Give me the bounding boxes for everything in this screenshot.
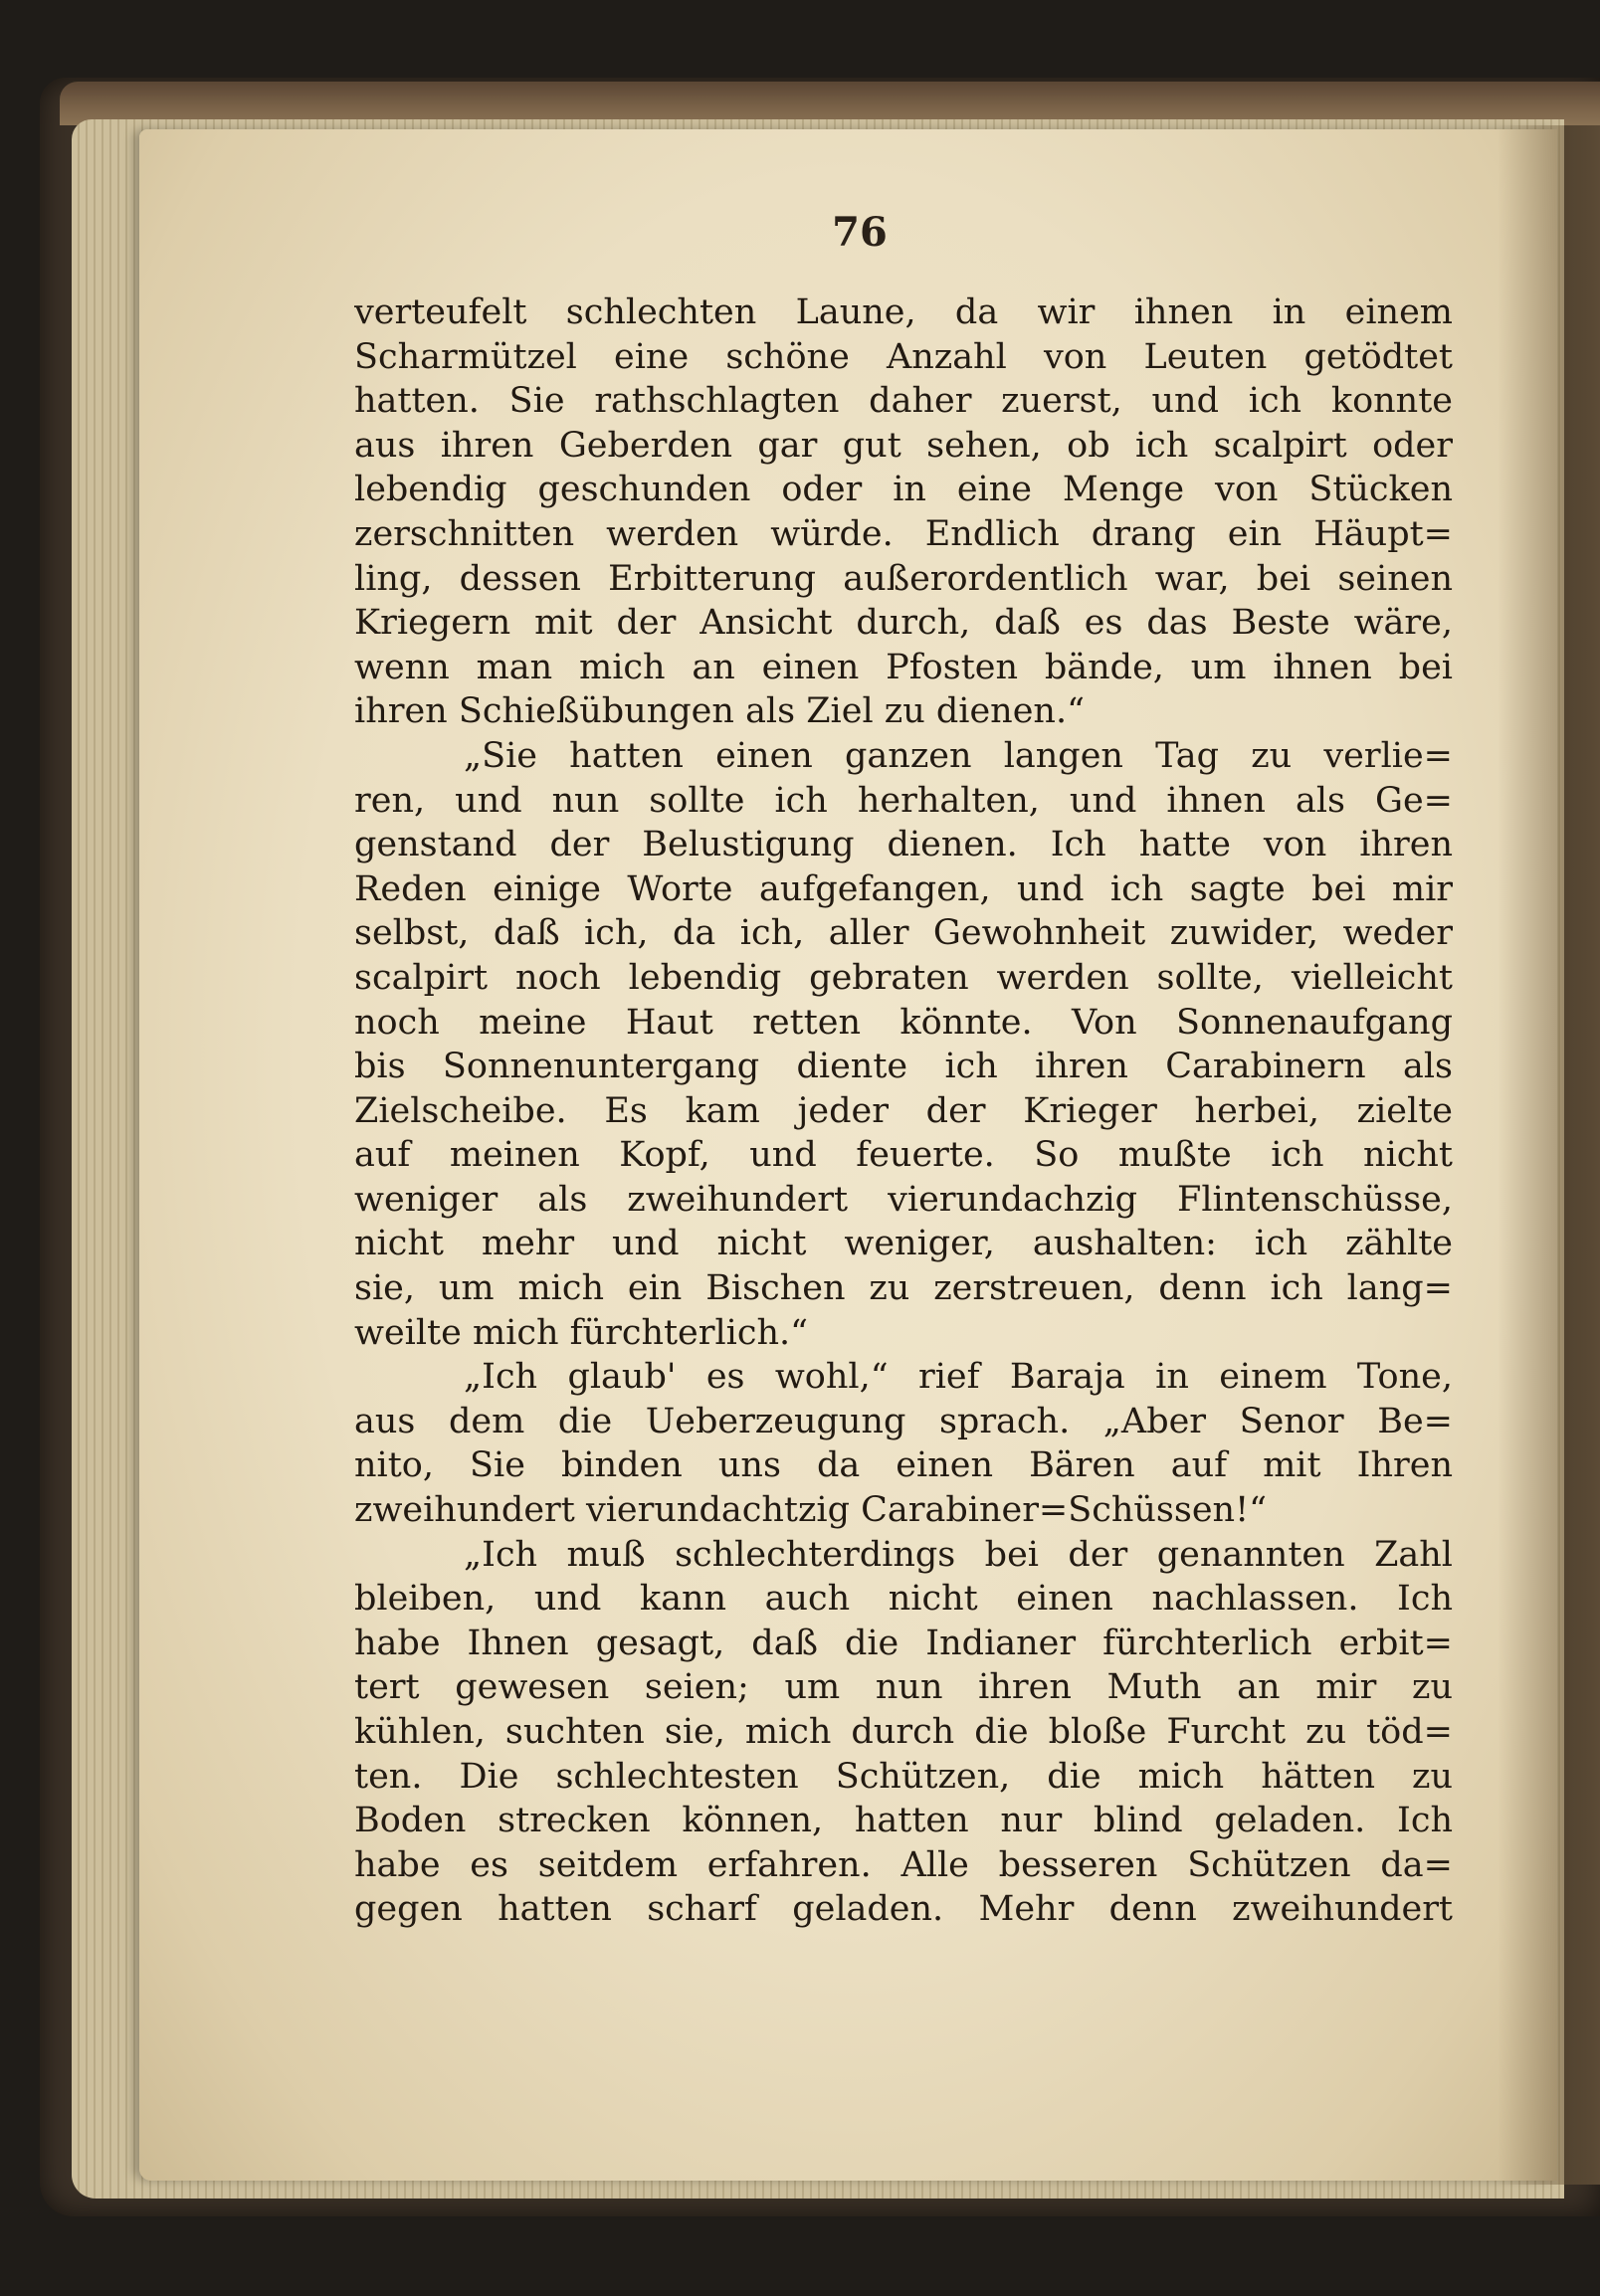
text-line: ihren Schießübungen als Ziel zu dienen.“ bbox=[354, 691, 1085, 732]
text-line: Boden strecken können, hatten nur blind geladen. Ich bbox=[354, 1801, 1453, 1841]
text-line: Kriegern mit der Ansicht durch, daß es das Beste wäre, bbox=[354, 603, 1453, 644]
text-line: ling, dessen Erbitterung außerordentlich war, bei seinen bbox=[354, 558, 1453, 599]
text-line: weilte mich fürchterlich.“ bbox=[354, 1312, 809, 1353]
text-line: bis Sonnenuntergang diente ich ihren Carabinern als bbox=[354, 1047, 1453, 1087]
text-line: noch meine Haut retten könnte. Von Sonnenaufgang bbox=[354, 1002, 1453, 1043]
text-line: nito, Sie binden uns da einen Bären auf mit Ihren bbox=[354, 1445, 1453, 1486]
text-line: Reden einige Worte aufgefangen, und ich sagte bei mir bbox=[354, 868, 1453, 909]
text-line: zweihundert vierundachtzig Carabiner=Schüssen!“ bbox=[354, 1490, 1268, 1531]
text-line: ren, und nun sollte ich herhalten, und ihnen als Ge= bbox=[354, 780, 1453, 821]
text-line: aus dem die Ueberzeugung sprach. „Aber Senor Be= bbox=[354, 1401, 1453, 1441]
text-line: weniger als zweihundert vierundachzig Flintenschüsse, bbox=[354, 1179, 1453, 1220]
gutter-shadow bbox=[1498, 125, 1600, 2185]
text-line: „Sie hatten einen ganzen langen Tag zu verlie= bbox=[464, 735, 1453, 776]
text-line: Scharmützel eine schöne Anzahl von Leuten getödtet bbox=[354, 336, 1453, 377]
text-line: auf meinen Kopf, und feuerte. So mußte ich nicht bbox=[354, 1135, 1453, 1176]
body-text bbox=[354, 290, 1453, 1932]
text-line: habe es seitdem erfahren. Alle besseren Schützen da= bbox=[354, 1844, 1453, 1885]
text-line: aus ihren Geberden gar gut sehen, ob ich scalpirt oder bbox=[354, 425, 1453, 466]
text-line: wenn man mich an einen Pfosten bände, um ihnen bei bbox=[354, 647, 1453, 687]
text-line: sie, um mich ein Bischen zu zerstreuen, denn ich lang= bbox=[354, 1268, 1453, 1309]
text-line: gegen hatten scharf geladen. Mehr denn zweihundert bbox=[354, 1889, 1453, 1930]
text-line: bleiben, und kann auch nicht einen nachlassen. Ich bbox=[354, 1579, 1453, 1620]
text-line: tert gewesen seien; um nun ihren Muth an mir zu bbox=[354, 1667, 1453, 1708]
text-line: genstand der Belustigung dienen. Ich hatte von ihren bbox=[354, 825, 1453, 865]
text-line: zerschnitten werden würde. Endlich drang ein Häupt= bbox=[354, 513, 1453, 554]
text-line: scalpirt noch lebendig gebraten werden sollte, vielleicht bbox=[354, 957, 1453, 998]
text-line: verteufelt schlechten Laune, da wir ihnen in einem bbox=[354, 292, 1453, 332]
text-line: kühlen, suchten sie, mich durch die bloße Furcht zu töd= bbox=[354, 1712, 1453, 1752]
text-line: selbst, daß ich, da ich, aller Gewohnheit zuwider, weder bbox=[354, 913, 1453, 954]
page-number: 76 bbox=[832, 209, 888, 256]
text-line: Zielscheibe. Es kam jeder der Krieger herbei, zielte bbox=[354, 1090, 1453, 1131]
text-line: „Ich muß schlechterdings bei der genannten Zahl bbox=[464, 1534, 1453, 1575]
text-line: hatten. Sie rathschlagten daher zuerst, und ich konnte bbox=[354, 381, 1453, 422]
text-line: nicht mehr und nicht weniger, aushalten: ich zählte bbox=[354, 1224, 1453, 1264]
text-line: „Ich glaub' es wohl,“ rief Baraja in einem Tone, bbox=[464, 1357, 1453, 1398]
text-line: lebendig geschunden oder in eine Menge von Stücken bbox=[354, 470, 1453, 510]
text-line: ten. Die schlechtesten Schützen, die mich hätten zu bbox=[354, 1756, 1453, 1797]
text-line: habe Ihnen gesagt, daß die Indianer fürchterlich erbit= bbox=[354, 1623, 1453, 1663]
